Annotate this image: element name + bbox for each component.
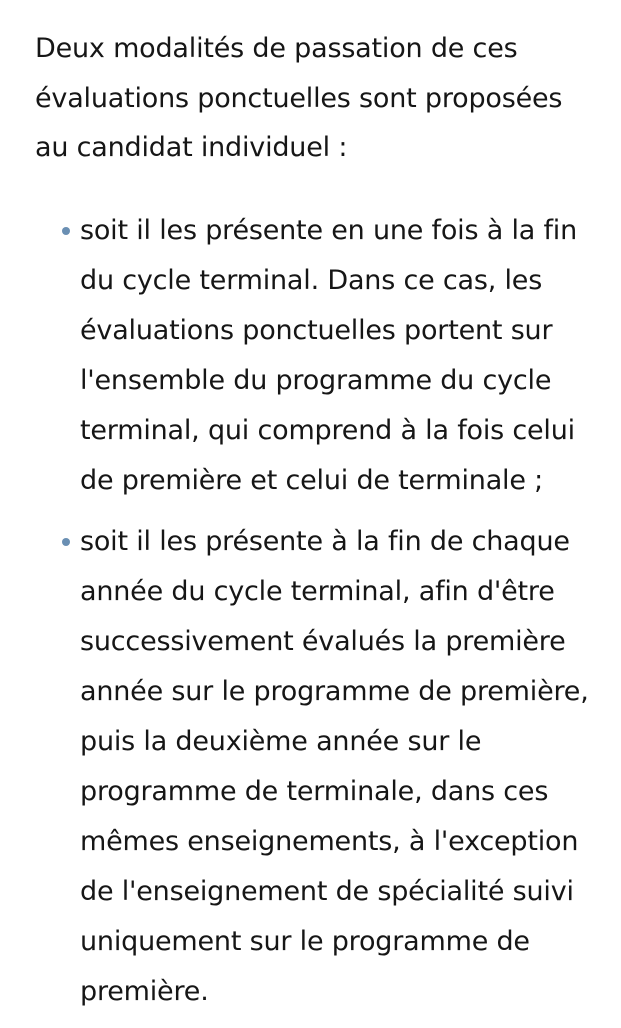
intro-paragraph: Deux modalités de passation de ces évaluations ponctuelles sont proposées au candidat individuel : [35,33,563,163]
bullet-dot-icon [62,538,70,546]
bullet-list [0,206,621,1028]
list-item [0,517,621,1017]
bullet-dot-icon [62,227,70,235]
list-item-text: soit il les présente en une fois à la fin du cycle terminal. Dans ce cas, les évaluations ponctuelles portent sur l'ensemble du programme du cycle terminal, qui comprend à la fois celui de première et celui de terminale ; [80,215,578,496]
list-item-text: soit il les présente à la fin de chaque année du cycle terminal, afin d'être successivement évalués la première année sur le programme de première, puis la deuxième année sur le programme de terminale, dans ces mêmes enseignements, à l'exception de l'enseignement de spécialité suivi uniquement sur le programme de première. [80,526,589,1007]
list-item [0,206,621,506]
